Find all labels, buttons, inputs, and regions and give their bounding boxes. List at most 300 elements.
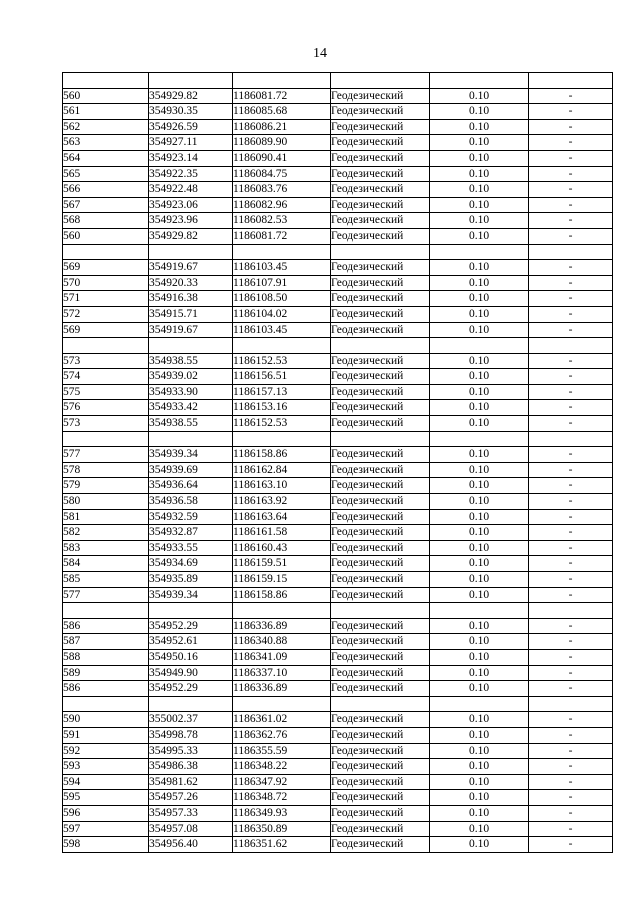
x-coordinate-cell: 354933.55 — [149, 540, 233, 556]
x-coordinate-cell: 354915.71 — [149, 306, 233, 322]
method-cell: Геодезический — [331, 260, 430, 276]
y-coordinate-cell: 1186163.10 — [233, 478, 331, 494]
method-cell: Геодезический — [331, 416, 430, 432]
accuracy-cell: 0.10 — [430, 119, 529, 135]
page-number: 14 — [313, 46, 327, 61]
y-coordinate-cell: 1186084.75 — [233, 166, 331, 182]
method-cell: Геодезический — [331, 837, 430, 853]
x-coordinate-cell: 354929.82 — [149, 88, 233, 104]
y-coordinate-cell: 1186090.41 — [233, 150, 331, 166]
note-cell: - — [529, 790, 613, 806]
y-coordinate-cell: 1186362.76 — [233, 727, 331, 743]
y-coordinate-cell: 1186152.53 — [233, 416, 331, 432]
accuracy-cell: 0.10 — [430, 135, 529, 151]
y-coordinate-cell: 1186163.92 — [233, 494, 331, 510]
x-coordinate-cell: 354952.29 — [149, 618, 233, 634]
table-row — [63, 790, 613, 806]
note-cell: - — [529, 727, 613, 743]
method-cell: Геодезический — [331, 135, 430, 151]
table-row — [63, 88, 613, 104]
point-number-cell: 578 — [63, 462, 149, 478]
x-coordinate-cell: 354998.78 — [149, 727, 233, 743]
method-cell: Геодезический — [331, 182, 430, 198]
point-number-cell: 590 — [63, 712, 149, 728]
note-cell: - — [529, 494, 613, 510]
note-cell: - — [529, 306, 613, 322]
accuracy-cell: 0.10 — [430, 166, 529, 182]
x-coordinate-cell: 354935.89 — [149, 572, 233, 588]
y-coordinate-cell: 1186361.02 — [233, 712, 331, 728]
method-cell: Геодезический — [331, 681, 430, 697]
table-row — [63, 260, 613, 276]
table-row — [63, 556, 613, 572]
note-cell: - — [529, 104, 613, 120]
point-number-cell: 569 — [63, 322, 149, 338]
accuracy-cell: 0.10 — [430, 727, 529, 743]
y-coordinate-cell: 1186349.93 — [233, 805, 331, 821]
point-number-cell: 575 — [63, 384, 149, 400]
table-row — [63, 291, 613, 307]
method-cell: Геодезический — [331, 400, 430, 416]
accuracy-cell: 0.10 — [430, 260, 529, 276]
y-coordinate-cell: 1186083.76 — [233, 182, 331, 198]
method-cell: Геодезический — [331, 369, 430, 385]
table-row — [63, 649, 613, 665]
accuracy-cell: 0.10 — [430, 353, 529, 369]
blank-cell — [149, 244, 233, 260]
blank-cell — [149, 431, 233, 447]
x-coordinate-cell: 354938.55 — [149, 416, 233, 432]
blank-cell — [233, 696, 331, 712]
note-cell: - — [529, 291, 613, 307]
accuracy-cell: 0.10 — [430, 618, 529, 634]
y-coordinate-cell: 1186103.45 — [233, 322, 331, 338]
point-number-cell: 589 — [63, 665, 149, 681]
table-row — [63, 821, 613, 837]
method-cell: Геодезический — [331, 649, 430, 665]
point-number-cell: 598 — [63, 837, 149, 853]
x-coordinate-cell: 354929.82 — [149, 228, 233, 244]
point-number-cell: 580 — [63, 494, 149, 510]
table-row — [63, 572, 613, 588]
accuracy-cell: 0.10 — [430, 88, 529, 104]
x-coordinate-cell: 354923.06 — [149, 197, 233, 213]
point-number-cell: 573 — [63, 416, 149, 432]
table-row — [63, 634, 613, 650]
accuracy-cell: 0.10 — [430, 478, 529, 494]
accuracy-cell: 0.10 — [430, 369, 529, 385]
x-coordinate-cell: 354981.62 — [149, 774, 233, 790]
accuracy-cell: 0.10 — [430, 462, 529, 478]
note-cell: - — [529, 197, 613, 213]
y-coordinate-cell: 1186355.59 — [233, 743, 331, 759]
x-coordinate-cell: 354920.33 — [149, 275, 233, 291]
method-cell: Геодезический — [331, 447, 430, 463]
x-coordinate-cell: 354934.69 — [149, 556, 233, 572]
accuracy-cell: 0.10 — [430, 275, 529, 291]
note-cell: - — [529, 369, 613, 385]
table-row — [63, 275, 613, 291]
method-cell: Геодезический — [331, 104, 430, 120]
method-cell: Геодезический — [331, 587, 430, 603]
y-coordinate-cell: 1186350.89 — [233, 821, 331, 837]
table-row — [63, 618, 613, 634]
x-coordinate-cell: 354916.38 — [149, 291, 233, 307]
accuracy-cell: 0.10 — [430, 821, 529, 837]
accuracy-cell: 0.10 — [430, 712, 529, 728]
y-coordinate-cell: 1186341.09 — [233, 649, 331, 665]
note-cell: - — [529, 572, 613, 588]
point-number-cell: 560 — [63, 88, 149, 104]
note-cell: - — [529, 182, 613, 198]
y-coordinate-cell: 1186085.68 — [233, 104, 331, 120]
note-cell: - — [529, 774, 613, 790]
header-cell — [63, 73, 149, 89]
note-cell: - — [529, 478, 613, 494]
note-cell: - — [529, 88, 613, 104]
note-cell: - — [529, 837, 613, 853]
method-cell: Геодезический — [331, 150, 430, 166]
method-cell: Геодезический — [331, 213, 430, 229]
accuracy-cell: 0.10 — [430, 634, 529, 650]
x-coordinate-cell: 354919.67 — [149, 322, 233, 338]
point-number-cell: 579 — [63, 478, 149, 494]
y-coordinate-cell: 1186108.50 — [233, 291, 331, 307]
accuracy-cell: 0.10 — [430, 384, 529, 400]
table-row — [63, 119, 613, 135]
table-row — [63, 837, 613, 853]
point-number-cell: 594 — [63, 774, 149, 790]
blank-cell — [63, 338, 149, 354]
header-cell — [430, 73, 529, 89]
x-coordinate-cell: 354957.33 — [149, 805, 233, 821]
point-number-cell: 595 — [63, 790, 149, 806]
x-coordinate-cell: 354922.48 — [149, 182, 233, 198]
point-number-cell: 586 — [63, 618, 149, 634]
method-cell: Геодезический — [331, 540, 430, 556]
y-coordinate-cell: 1186107.91 — [233, 275, 331, 291]
note-cell: - — [529, 618, 613, 634]
y-coordinate-cell: 1186089.90 — [233, 135, 331, 151]
accuracy-cell: 0.10 — [430, 556, 529, 572]
header-cell — [529, 73, 613, 89]
accuracy-cell: 0.10 — [430, 197, 529, 213]
blank-cell — [331, 338, 430, 354]
blank-cell — [529, 431, 613, 447]
point-number-cell: 572 — [63, 306, 149, 322]
y-coordinate-cell: 1186082.96 — [233, 197, 331, 213]
x-coordinate-cell: 354939.69 — [149, 462, 233, 478]
point-number-cell: 585 — [63, 572, 149, 588]
point-number-cell: 577 — [63, 447, 149, 463]
separator-row — [63, 696, 613, 712]
x-coordinate-cell: 354930.35 — [149, 104, 233, 120]
note-cell: - — [529, 509, 613, 525]
point-number-cell: 576 — [63, 400, 149, 416]
note-cell: - — [529, 150, 613, 166]
accuracy-cell: 0.10 — [430, 743, 529, 759]
y-coordinate-cell: 1186081.72 — [233, 88, 331, 104]
accuracy-cell: 0.10 — [430, 291, 529, 307]
point-number-cell: 567 — [63, 197, 149, 213]
table-row — [63, 135, 613, 151]
note-cell: - — [529, 213, 613, 229]
note-cell: - — [529, 681, 613, 697]
accuracy-cell: 0.10 — [430, 182, 529, 198]
y-coordinate-cell: 1186082.53 — [233, 213, 331, 229]
note-cell: - — [529, 322, 613, 338]
blank-cell — [63, 431, 149, 447]
y-coordinate-cell: 1186156.51 — [233, 369, 331, 385]
x-coordinate-cell: 354939.02 — [149, 369, 233, 385]
table-row — [63, 416, 613, 432]
blank-cell — [149, 603, 233, 619]
x-coordinate-cell: 354936.64 — [149, 478, 233, 494]
method-cell: Геодезический — [331, 572, 430, 588]
blank-cell — [233, 338, 331, 354]
accuracy-cell: 0.10 — [430, 540, 529, 556]
accuracy-cell: 0.10 — [430, 681, 529, 697]
table-row — [63, 353, 613, 369]
y-coordinate-cell: 1186337.10 — [233, 665, 331, 681]
header-cell — [331, 73, 430, 89]
note-cell: - — [529, 556, 613, 572]
blank-cell — [529, 244, 613, 260]
x-coordinate-cell: 354922.35 — [149, 166, 233, 182]
method-cell: Геодезический — [331, 494, 430, 510]
accuracy-cell: 0.10 — [430, 759, 529, 775]
separator-row — [63, 338, 613, 354]
method-cell: Геодезический — [331, 821, 430, 837]
method-cell: Геодезический — [331, 166, 430, 182]
x-coordinate-cell: 354936.58 — [149, 494, 233, 510]
method-cell: Геодезический — [331, 805, 430, 821]
accuracy-cell: 0.10 — [430, 805, 529, 821]
table-row — [63, 540, 613, 556]
table-row — [63, 400, 613, 416]
table-row — [63, 509, 613, 525]
note-cell: - — [529, 805, 613, 821]
table-row — [63, 494, 613, 510]
y-coordinate-cell: 1186153.16 — [233, 400, 331, 416]
x-coordinate-cell: 354933.90 — [149, 384, 233, 400]
table-row — [63, 774, 613, 790]
point-number-cell: 583 — [63, 540, 149, 556]
table-row — [63, 322, 613, 338]
table-row — [63, 228, 613, 244]
accuracy-cell: 0.10 — [430, 306, 529, 322]
note-cell: - — [529, 166, 613, 182]
point-number-cell: 597 — [63, 821, 149, 837]
note-cell: - — [529, 743, 613, 759]
note-cell: - — [529, 821, 613, 837]
accuracy-cell: 0.10 — [430, 649, 529, 665]
y-coordinate-cell: 1186104.02 — [233, 306, 331, 322]
blank-cell — [63, 696, 149, 712]
point-number-cell: 562 — [63, 119, 149, 135]
method-cell: Геодезический — [331, 774, 430, 790]
y-coordinate-cell: 1186336.89 — [233, 681, 331, 697]
table-row — [63, 104, 613, 120]
point-number-cell: 592 — [63, 743, 149, 759]
note-cell: - — [529, 119, 613, 135]
y-coordinate-cell: 1186158.86 — [233, 447, 331, 463]
note-cell: - — [529, 665, 613, 681]
y-coordinate-cell: 1186086.21 — [233, 119, 331, 135]
x-coordinate-cell: 354956.40 — [149, 837, 233, 853]
note-cell: - — [529, 759, 613, 775]
x-coordinate-cell: 354957.26 — [149, 790, 233, 806]
point-number-cell: 563 — [63, 135, 149, 151]
x-coordinate-cell: 354926.59 — [149, 119, 233, 135]
point-number-cell: 593 — [63, 759, 149, 775]
note-cell: - — [529, 540, 613, 556]
table-row — [63, 369, 613, 385]
accuracy-cell: 0.10 — [430, 213, 529, 229]
note-cell: - — [529, 353, 613, 369]
blank-cell — [233, 431, 331, 447]
table-row — [63, 681, 613, 697]
table-row — [63, 759, 613, 775]
blank-cell — [430, 244, 529, 260]
accuracy-cell: 0.10 — [430, 416, 529, 432]
blank-cell — [233, 603, 331, 619]
accuracy-cell: 0.10 — [430, 509, 529, 525]
note-cell: - — [529, 135, 613, 151]
point-number-cell: 570 — [63, 275, 149, 291]
method-cell: Геодезический — [331, 275, 430, 291]
x-coordinate-cell: 354923.14 — [149, 150, 233, 166]
method-cell: Геодезический — [331, 478, 430, 494]
x-coordinate-cell: 354949.90 — [149, 665, 233, 681]
accuracy-cell: 0.10 — [430, 525, 529, 541]
point-number-cell: 577 — [63, 587, 149, 603]
y-coordinate-cell: 1186347.92 — [233, 774, 331, 790]
blank-cell — [430, 603, 529, 619]
method-cell: Геодезический — [331, 197, 430, 213]
y-coordinate-cell: 1186159.15 — [233, 572, 331, 588]
x-coordinate-cell: 354939.34 — [149, 587, 233, 603]
note-cell: - — [529, 416, 613, 432]
x-coordinate-cell: 354927.11 — [149, 135, 233, 151]
x-coordinate-cell: 355002.37 — [149, 712, 233, 728]
x-coordinate-cell: 354919.67 — [149, 260, 233, 276]
accuracy-cell: 0.10 — [430, 447, 529, 463]
y-coordinate-cell: 1186159.51 — [233, 556, 331, 572]
x-coordinate-cell: 354939.34 — [149, 447, 233, 463]
y-coordinate-cell: 1186348.22 — [233, 759, 331, 775]
accuracy-cell: 0.10 — [430, 665, 529, 681]
accuracy-cell: 0.10 — [430, 400, 529, 416]
note-cell: - — [529, 587, 613, 603]
table-row — [63, 197, 613, 213]
separator-row — [63, 244, 613, 260]
accuracy-cell: 0.10 — [430, 837, 529, 853]
accuracy-cell: 0.10 — [430, 228, 529, 244]
accuracy-cell: 0.10 — [430, 150, 529, 166]
table-row — [63, 478, 613, 494]
note-cell: - — [529, 400, 613, 416]
point-number-cell: 566 — [63, 182, 149, 198]
point-number-cell: 588 — [63, 649, 149, 665]
note-cell: - — [529, 634, 613, 650]
coordinates-table-body — [63, 73, 613, 853]
point-number-cell: 574 — [63, 369, 149, 385]
y-coordinate-cell: 1186348.72 — [233, 790, 331, 806]
blank-cell — [430, 338, 529, 354]
accuracy-cell: 0.10 — [430, 774, 529, 790]
x-coordinate-cell: 354932.87 — [149, 525, 233, 541]
table-row — [63, 213, 613, 229]
x-coordinate-cell: 354986.38 — [149, 759, 233, 775]
x-coordinate-cell: 354957.08 — [149, 821, 233, 837]
blank-cell — [331, 244, 430, 260]
method-cell: Геодезический — [331, 322, 430, 338]
point-number-cell: 561 — [63, 104, 149, 120]
note-cell: - — [529, 384, 613, 400]
x-coordinate-cell: 354952.61 — [149, 634, 233, 650]
note-cell: - — [529, 712, 613, 728]
y-coordinate-cell: 1186162.84 — [233, 462, 331, 478]
point-number-cell: 560 — [63, 228, 149, 244]
y-coordinate-cell: 1186340.88 — [233, 634, 331, 650]
y-coordinate-cell: 1186161.58 — [233, 525, 331, 541]
table-row — [63, 743, 613, 759]
blank-cell — [331, 603, 430, 619]
method-cell: Геодезический — [331, 291, 430, 307]
blank-cell — [430, 696, 529, 712]
header-cell — [233, 73, 331, 89]
table-row — [63, 727, 613, 743]
note-cell: - — [529, 275, 613, 291]
method-cell: Геодезический — [331, 353, 430, 369]
point-number-cell: 584 — [63, 556, 149, 572]
blank-cell — [331, 431, 430, 447]
header-cell — [149, 73, 233, 89]
point-number-cell: 581 — [63, 509, 149, 525]
point-number-cell: 569 — [63, 260, 149, 276]
point-number-cell: 571 — [63, 291, 149, 307]
point-number-cell: 587 — [63, 634, 149, 650]
blank-cell — [149, 338, 233, 354]
y-coordinate-cell: 1186152.53 — [233, 353, 331, 369]
note-cell: - — [529, 525, 613, 541]
blank-cell — [149, 696, 233, 712]
blank-cell — [529, 696, 613, 712]
separator-row — [63, 431, 613, 447]
table-row — [63, 462, 613, 478]
blank-cell — [331, 696, 430, 712]
method-cell: Геодезический — [331, 384, 430, 400]
note-cell: - — [529, 462, 613, 478]
x-coordinate-cell: 354952.29 — [149, 681, 233, 697]
accuracy-cell: 0.10 — [430, 494, 529, 510]
y-coordinate-cell: 1186336.89 — [233, 618, 331, 634]
method-cell: Геодезический — [331, 88, 430, 104]
y-coordinate-cell: 1186160.43 — [233, 540, 331, 556]
method-cell: Геодезический — [331, 759, 430, 775]
table-row — [63, 525, 613, 541]
table-row — [63, 805, 613, 821]
separator-row — [63, 603, 613, 619]
accuracy-cell: 0.10 — [430, 587, 529, 603]
y-coordinate-cell: 1186157.13 — [233, 384, 331, 400]
blank-cell — [63, 603, 149, 619]
method-cell: Геодезический — [331, 618, 430, 634]
method-cell: Геодезический — [331, 228, 430, 244]
point-number-cell: 591 — [63, 727, 149, 743]
table-row — [63, 665, 613, 681]
